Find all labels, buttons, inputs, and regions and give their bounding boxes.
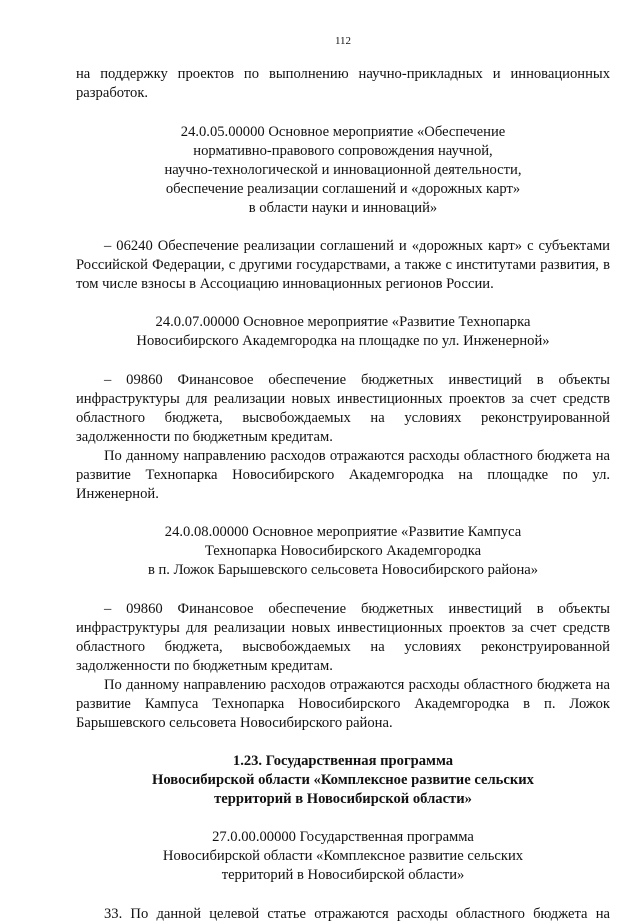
paragraph-direction-campus: По данному направлению расходов отражаются расходы областного бюджета на развитие Кампуса Технопарка Новосибирского Академгородка в п. Ложок Барышевского сельсовета Новосибирского района.	[76, 677, 610, 731]
paragraph-33: 33. По данной целевой статье отражаются расходы областного бюджета на	[104, 906, 610, 922]
paragraph-continuation: на поддержку проектов по выполнению научно-прикладных и инновационных разработок.	[76, 66, 610, 101]
paragraph-09860-campus: – 09860 Финансовое обеспечение бюджетных инвестиций в объекты инфраструктуры для реализации новых инвестиционных проектов за счет средств областного бюджета, высвобождаемых на условиях реконструированной задолженности по бюджетным кредитам.	[76, 601, 610, 674]
heading-24-0-05	[76, 123, 610, 218]
paragraph-direction-technopark: По данному направлению расходов отражаются расходы областного бюджета на развитие Технопарка Новосибирского Академгородка на площадке по ул. Инженерной.	[76, 448, 610, 502]
heading-line: Технопарка Новосибирского Академгородка	[204, 543, 482, 559]
heading-line: 24.0.07.00000 Основное мероприятие «Развитие Технопарка	[155, 314, 531, 330]
section-heading-1-23	[76, 752, 610, 809]
heading-line: 24.0.08.00000 Основное мероприятие «Развитие Кампуса	[164, 524, 522, 540]
heading-line: в области науки и инноваций»	[248, 200, 438, 216]
heading-line: территорий в Новосибирской области»	[221, 867, 465, 883]
heading-line: научно-технологической и инновационной деятельности,	[164, 162, 522, 178]
heading-line: 24.0.05.00000 Основное мероприятие «Обеспечение	[180, 124, 506, 140]
section-heading-line: Новосибирской области «Комплексное развитие сельских	[152, 772, 534, 788]
heading-line: обеспечение реализации соглашений и «дорожных карт»	[165, 181, 521, 197]
page-number: 112	[334, 35, 352, 47]
section-heading-line: 1.23. Государственная программа	[232, 753, 454, 769]
heading-line: Новосибирского Академгородка на площадке по ул. Инженерной»	[136, 333, 550, 349]
heading-24-0-07	[76, 313, 610, 351]
section-heading-line: территорий в Новосибирской области»	[214, 791, 472, 807]
heading-line: в п. Ложок Барышевского сельсовета Новосибирского района»	[147, 562, 539, 578]
heading-line: Новосибирской области «Комплексное развитие сельских	[162, 848, 524, 864]
heading-line: нормативно-правового сопровождения научной,	[193, 143, 493, 159]
document-page	[76, 34, 610, 924]
heading-24-0-08	[76, 523, 610, 580]
heading-line: 27.0.00.00000 Государственная программа	[212, 829, 474, 845]
heading-27-0-00	[76, 828, 610, 885]
paragraph-09860-technopark: – 09860 Финансовое обеспечение бюджетных инвестиций в объекты инфраструктуры для реализации новых инвестиционных проектов за счет средств областного бюджета, высвобождаемых на условиях реконструированной задолженности по бюджетным кредитам.	[76, 372, 610, 445]
paragraph-06240: – 06240 Обеспечение реализации соглашений и «дорожных карт» с субъектами Российской Федерации, с другими государствами, а также с институтами развития, в том числе взносы в Ассоциацию инновационных регионов России.	[76, 238, 610, 292]
